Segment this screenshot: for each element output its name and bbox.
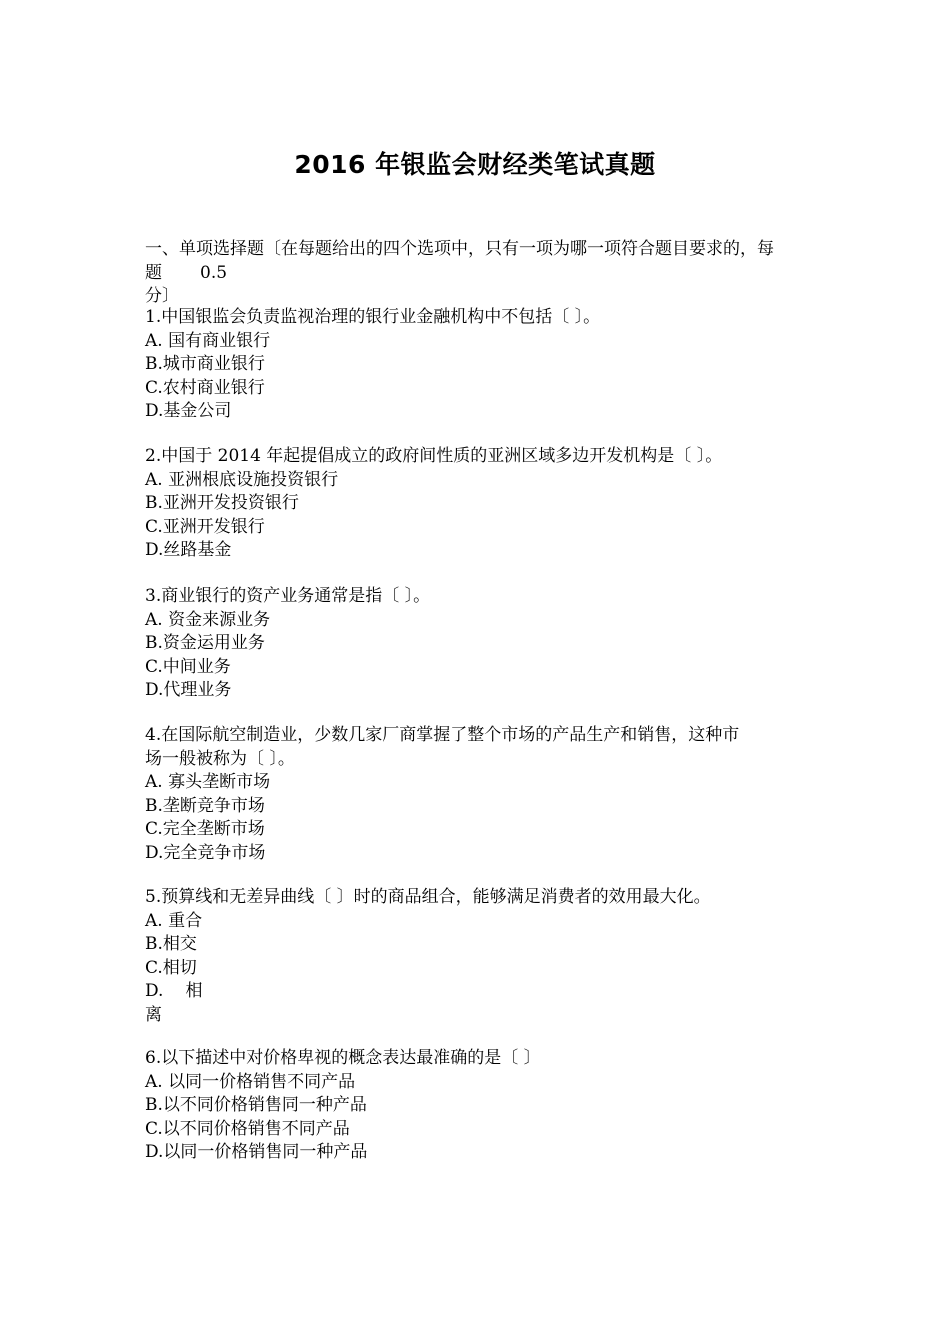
option-d: D.基金公司 — [145, 401, 232, 421]
option-c: C.完全垄断市场 — [145, 819, 265, 839]
option-d: D.以同一价格销售同一种产品 — [145, 1142, 368, 1162]
option-a: A. 资金来源业务 — [145, 609, 271, 630]
option-d: D.丝路基金 — [145, 540, 232, 560]
option-a: A. 以同一价格销售不同产品 — [145, 1071, 356, 1092]
option-d: D.代理业务 — [145, 680, 232, 700]
question-2 — [145, 445, 825, 563]
question-1 — [145, 306, 825, 424]
instruction-word: 题 — [145, 262, 162, 283]
option-a: A. 寡头垄断市场 — [145, 772, 271, 792]
option-b: B.相交 — [145, 934, 197, 954]
option-d-continued: 离 — [145, 1004, 162, 1025]
instruction-line-3: 分〕 — [145, 286, 179, 306]
option-a: A. 亚洲根底设施投资银行 — [145, 469, 339, 490]
option-c: C.亚洲开发银行 — [145, 516, 265, 537]
question-stem: 1.中国银监会负责监视治理的银行业金融机构中不包括〔 〕。 — [145, 307, 601, 327]
option-b: B.城市商业银行 — [145, 354, 265, 374]
option-b: B.垄断竞争市场 — [145, 795, 265, 816]
document-title: 2016 年银监会财经类笔试真题 — [294, 150, 656, 179]
option-b: B.亚洲开发投资银行 — [145, 493, 299, 513]
section-instructions — [145, 238, 825, 309]
question-stem: 4.在国际航空制造业，少数几家厂商掌握了整个市场的产品生产和销售，这种市 — [145, 725, 740, 745]
option-d-label: D. — [145, 981, 164, 1001]
option-b: B.资金运用业务 — [145, 633, 265, 653]
option-c: C.中间业务 — [145, 656, 231, 677]
question-stem: 2.中国于 2014 年起提倡成立的政府间性质的亚洲区域多边开发机构是〔 〕。 — [145, 446, 723, 466]
option-d — [145, 980, 825, 1004]
question-3 — [145, 585, 825, 703]
question-4 — [145, 724, 825, 865]
question-stem: 6.以下描述中对价格卑视的概念表达最准确的是〔 〕 — [145, 1048, 541, 1068]
question-5 — [145, 886, 825, 1027]
option-c: C.相切 — [145, 957, 197, 978]
option-b: B.以不同价格销售同一种产品 — [145, 1095, 367, 1115]
question-stem: 3.商业银行的资产业务通常是指〔 〕。 — [145, 586, 431, 606]
question-stem: 5.预算线和无差异曲线〔 〕时的商品组合，能够满足消费者的效用最大化。 — [145, 887, 711, 907]
option-d: D.完全竞争市场 — [145, 842, 266, 863]
option-a: A. 重合 — [145, 910, 203, 931]
option-c: C.农村商业银行 — [145, 377, 265, 398]
question-6 — [145, 1047, 825, 1165]
instruction-score: 0.5 — [200, 262, 228, 283]
option-a: A. 国有商业银行 — [145, 330, 271, 351]
instruction-line-2 — [145, 262, 825, 286]
option-c: C.以不同价格销售不同产品 — [145, 1118, 350, 1139]
instruction-line-1: 一、单项选择题〔在每题给出的四个选项中，只有一项为哪一项符合题目要求的，每 — [145, 239, 774, 259]
option-d-text: 相 — [185, 981, 203, 1001]
question-stem-continued: 场一般被称为〔 〕。 — [145, 748, 295, 769]
